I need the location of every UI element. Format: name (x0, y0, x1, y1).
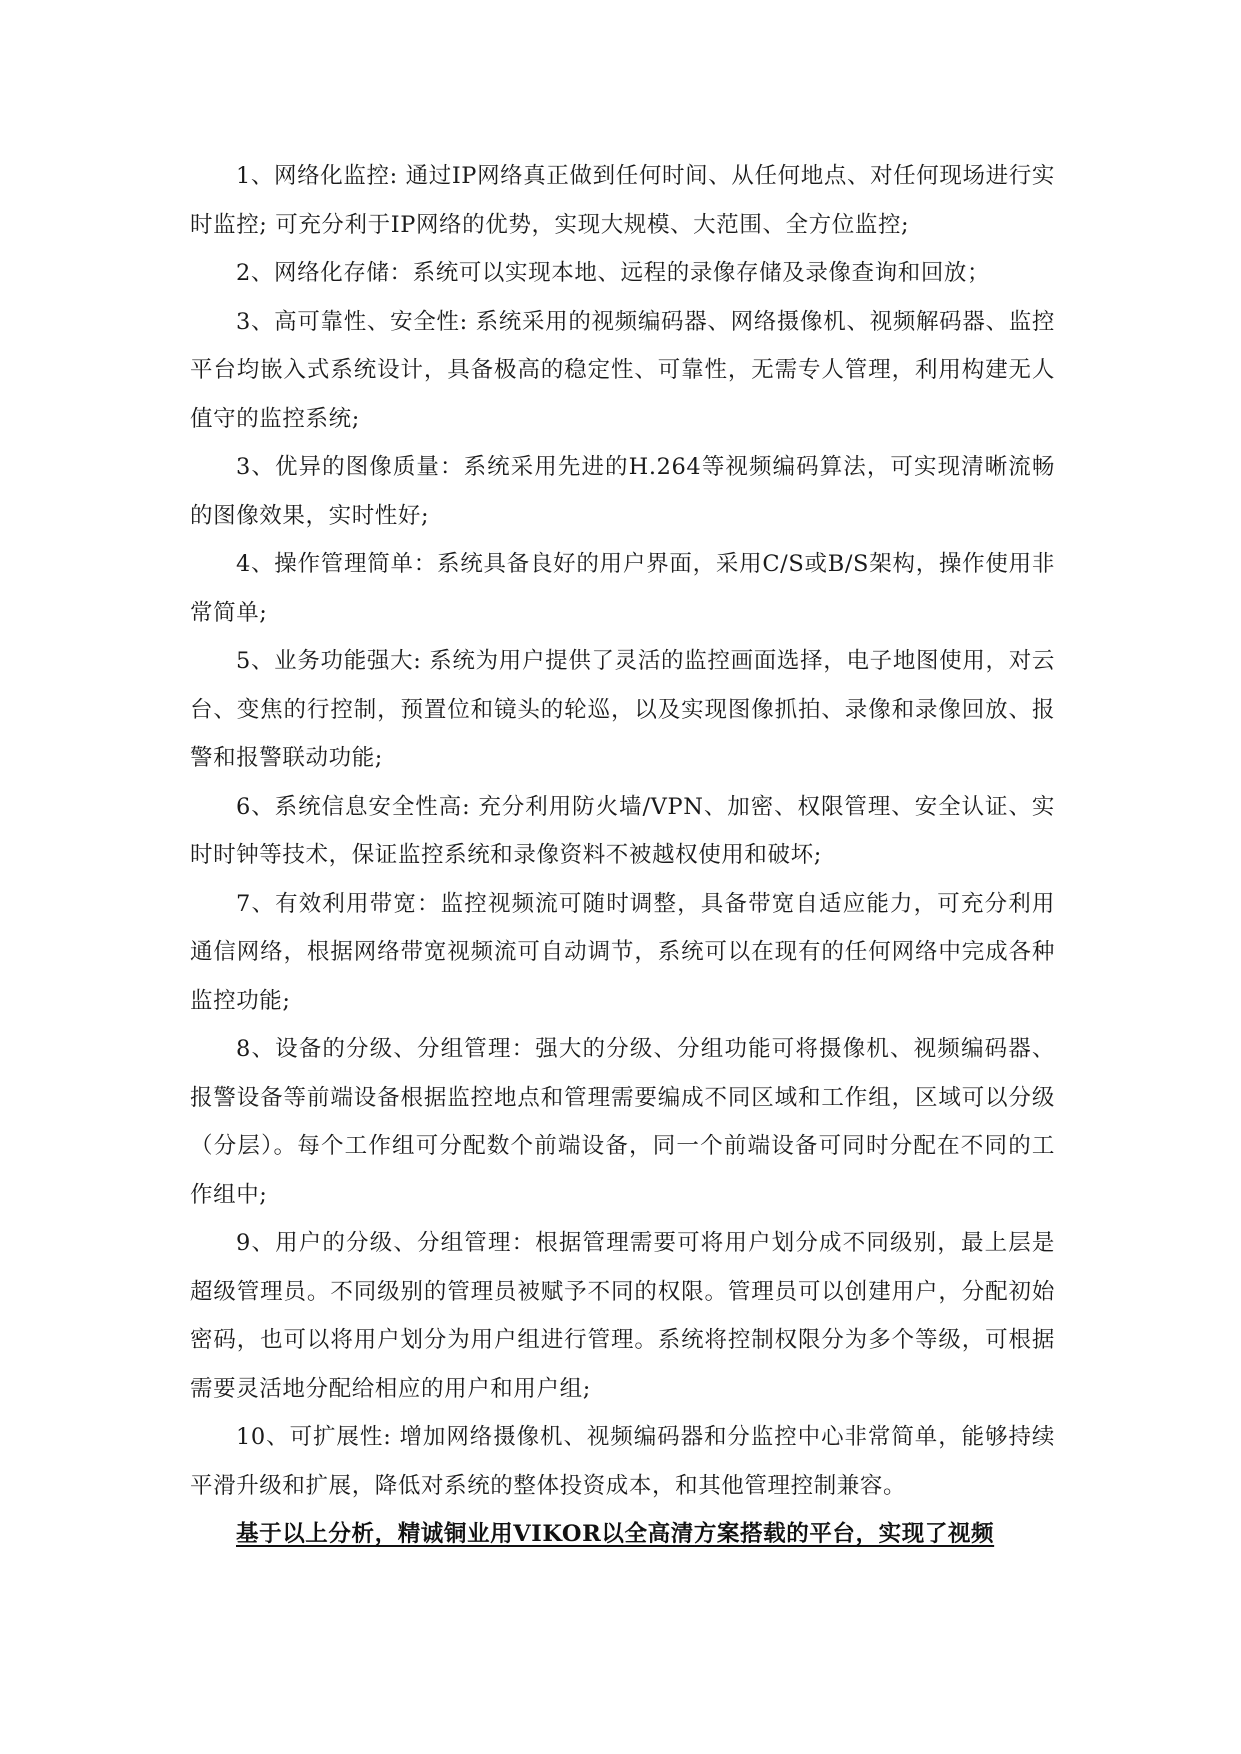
paragraph-network-storage: 2、网络化存储：系统可以实现本地、远程的录像存储及录像查询和回放； (236, 260, 991, 286)
document-body (190, 152, 1055, 1559)
paragraph-information-security: 6、系统信息安全性高: 充分利用防火墙/VPN、加密、权限管理、安全认证、实时时钟等技术，保证监控系统和录像资料不被越权使用和破坏; (190, 793, 1055, 868)
paragraph-scalability: 10、可扩展性: 增加网络摄像机、视频编码器和分监控中心非常简单，能够持续平滑升级和扩展，降低对系统的整体投资成本，和其他管理控制兼容。 (190, 1424, 1055, 1499)
paragraph-image-quality: 3、优异的图像质量：系统采用先进的H.264等视频编码算法，可实现清晰流畅的图像效果，实时性好; (190, 454, 1055, 529)
paragraph-simple-operation: 4、操作管理简单：系统具备良好的用户界面，采用C/S或B/S架构，操作使用非常简单; (190, 551, 1055, 626)
paragraph-bandwidth: 7、有效利用带宽：监控视频流可随时调整，具备带宽自适应能力，可充分利用通信网络，根据网络带宽视频流可自动调节，系统可以在现有的任何网络中完成各种监控功能; (190, 890, 1055, 1014)
paragraph-device-grouping: 8、设备的分级、分组管理：强大的分级、分组功能可将摄像机、视频编码器、报警设备等前端设备根据监控地点和管理需要编成不同区域和工作组，区域可以分级（分层）。每个工作组可分配数个前端设备，同一个前端设备可同时分配在不同的工作组中; (190, 1036, 1055, 1208)
paragraph-business-functions: 5、业务功能强大: 系统为用户提供了灵活的监控画面选择，电子地图使用，对云台、变焦的行控制，预置位和镜头的轮巡，以及实现图像抓拍、录像和录像回放、报警和报警联动功能; (190, 648, 1055, 771)
paragraph-reliability-security: 3、高可靠性、安全性: 系统采用的视频编码器、网络摄像机、视频解码器、监控平台均嵌入式系统设计，具备极高的稳定性、可靠性，无需专人管理，利用构建无人值守的监控系统; (190, 308, 1055, 432)
closing-summary: 基于以上分析，精诚铜业用VIKOR以全高清方案搭载的平台，实现了视频 (236, 1521, 995, 1547)
paragraph-network-monitoring: 1、网络化监控: 通过IP网络真正做到任何时间、从任何地点、对任何现场进行实时监控; 可充分利于IP网络的优势，实现大规模、大范围、全方位监控; (190, 163, 1055, 238)
paragraph-user-grouping: 9、用户的分级、分组管理：根据管理需要可将用户划分成不同级别，最上层是超级管理员。不同级别的管理员被赋予不同的权限。管理员可以创建用户，分配初始密码，也可以将用户划分为用户组进行管理。系统将控制权限分为多个等级，可根据需要灵活地分配给相应的用户和用户组; (190, 1230, 1055, 1402)
